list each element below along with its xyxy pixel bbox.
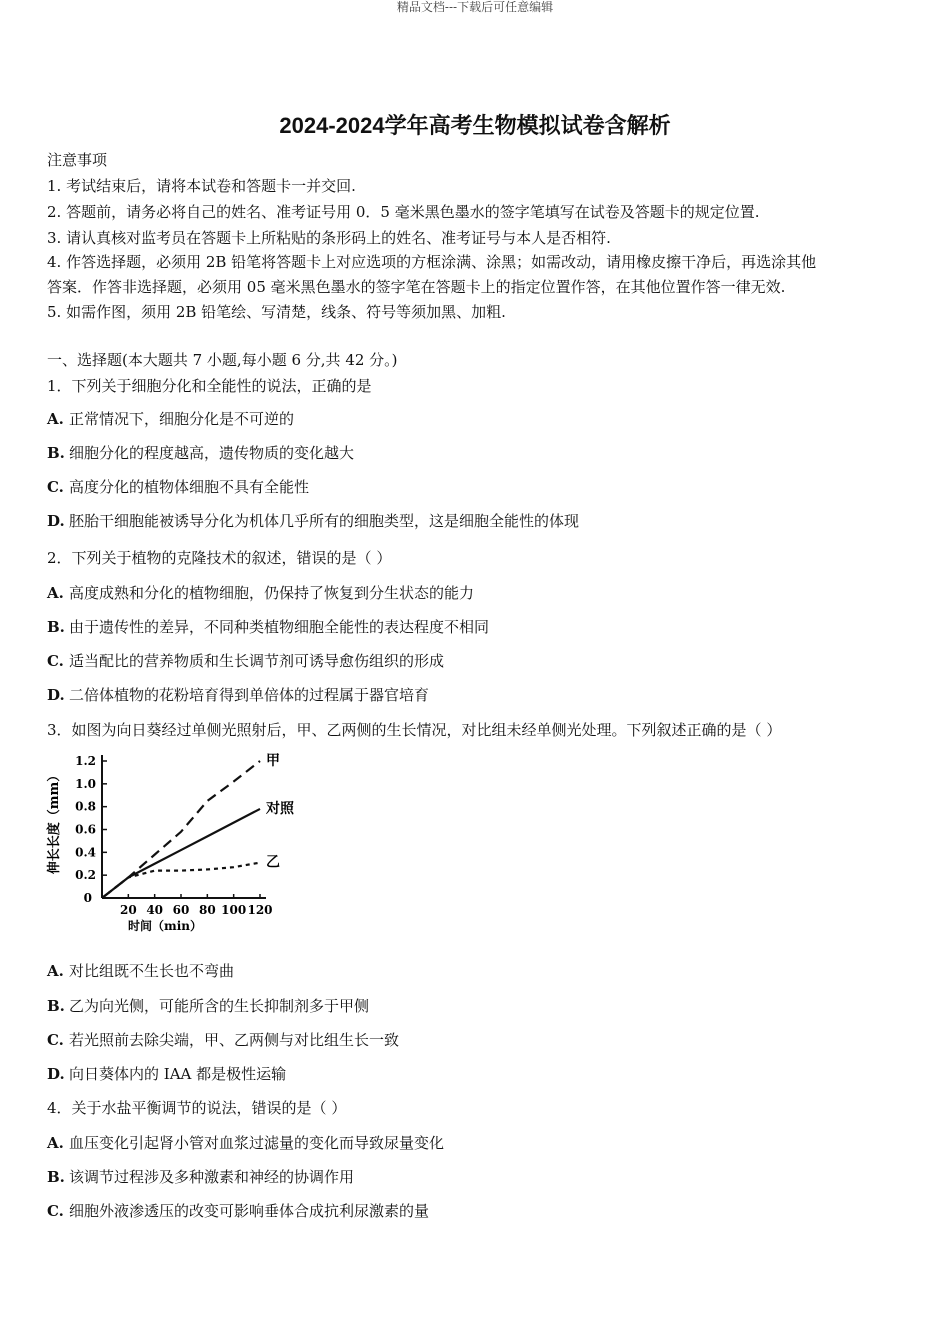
option-key: B. [47, 444, 65, 462]
option-key: D. [47, 686, 65, 704]
y-tick-label: 1.2 [75, 754, 96, 768]
option-key: A. [47, 1134, 64, 1152]
option-1-d [47, 511, 579, 531]
question-stem-1: 1．下列关于细胞分化和全能性的说法，正确的是 [47, 377, 372, 395]
option-text: 细胞外液渗透压的改变可影响垂体合成抗利尿激素的量 [69, 1202, 430, 1220]
question-stem-3: 3．如图为向日葵经过单侧光照射后，甲、乙两侧的生长情况，对比组未经单侧光处理。下列叙述正确的是（ ） [47, 721, 782, 739]
question-stem-2: 2．下列关于植物的克隆技术的叙述，错误的是（ ） [47, 549, 392, 567]
option-4-b [47, 1167, 354, 1187]
option-2-c [47, 651, 444, 671]
section-heading: 一、选择题(本大题共 7 小题,每小题 6 分,共 42 分。) [47, 351, 398, 369]
option-3-c [47, 1030, 399, 1050]
page-title: 2024-2024学年高考生物模拟试卷含解析 [279, 113, 671, 138]
option-key: C. [47, 1202, 64, 1220]
option-key: B. [47, 1168, 65, 1186]
y-tick-label: 0.8 [75, 799, 96, 814]
x-tick-label: 120 [247, 903, 273, 917]
option-text: 正常情况下，细胞分化是不可逆的 [69, 410, 295, 428]
option-text: 对比组既不生长也不弯曲 [69, 962, 235, 980]
notice-item: 4. 作答选择题，必须用 2B 铅笔将答题卡上对应选项的方框涂满、涂黑；如需改动，请用橡皮擦干净后，再选涂其他 [47, 253, 817, 271]
option-text: 细胞分化的程度越高，遗传物质的变化越大 [69, 444, 355, 462]
option-2-b [47, 617, 489, 637]
option-text: 该调节过程涉及多种激素和神经的协调作用 [69, 1168, 355, 1186]
option-key: C. [47, 478, 64, 496]
y-tick-label: 1.0 [75, 776, 96, 791]
option-1-a [47, 409, 294, 429]
option-2-a [47, 583, 474, 603]
notice-item: 3. 请认真核对监考员在答题卡上所粘贴的条形码上的姓名、准考证号与本人是否相符. [47, 229, 611, 247]
option-text: 二倍体植物的花粉培育得到单倍体的过程属于器官培育 [69, 686, 430, 704]
option-text: 胚胎干细胞能被诱导分化为机体几乎所有的细胞类型，这是细胞全能性的体现 [69, 512, 580, 530]
question-stem-4: 4．关于水盐平衡调节的说法，错误的是（ ） [47, 1099, 347, 1117]
option-key: A. [47, 584, 64, 602]
x-tick-label: 100 [221, 903, 247, 917]
option-3-d [47, 1064, 286, 1084]
y-tick-label: 0.2 [75, 868, 96, 883]
notice-heading: 注意事项 [47, 151, 108, 169]
option-key: A. [47, 962, 64, 980]
option-3-a [47, 961, 234, 981]
x-tick-label: 20 [119, 903, 137, 917]
option-text: 若光照前去除尖端，甲、乙两侧与对比组生长一致 [69, 1031, 400, 1049]
series-label: 甲 [266, 753, 280, 769]
y-tick-label: 0.4 [75, 845, 96, 860]
option-key: D. [47, 512, 65, 530]
option-key: B. [47, 618, 65, 636]
option-2-d [47, 685, 429, 705]
origin-label: 0 [83, 891, 92, 905]
option-key: D. [47, 1065, 65, 1083]
series-label: 乙 [266, 854, 280, 871]
option-text: 由于遗传性的差异，不同种类植物细胞全能性的表达程度不相同 [69, 618, 490, 636]
option-3-b [47, 996, 369, 1016]
option-text: 高度成熟和分化的植物细胞，仍保持了恢复到分生状态的能力 [69, 584, 475, 602]
series-line [102, 809, 260, 898]
y-tick-label: 0.6 [75, 822, 96, 837]
notice-section [47, 150, 907, 325]
x-tick-label: 80 [198, 903, 216, 917]
notice-item: 答案．作答非选择题，必须用 05 毫米黑色墨水的签字笔在答题卡上的指定位置作答，在其他位置作答一律无效. [47, 278, 786, 296]
option-key: B. [47, 997, 65, 1015]
notice-item: 1. 考试结束后，请将本试卷和答题卡一并交回. [47, 177, 356, 195]
option-1-c [47, 477, 309, 497]
option-text: 向日葵体内的 IAA 都是极性运输 [69, 1065, 287, 1083]
option-4-a [47, 1133, 444, 1153]
option-key: C. [47, 1031, 64, 1049]
growth-chart-svg [44, 748, 304, 938]
option-text: 适当配比的营养物质和生长调节剂可诱导愈伤组织的形成 [69, 652, 445, 670]
option-text: 高度分化的植物体细胞不具有全能性 [69, 478, 310, 496]
option-1-b [47, 443, 354, 463]
y-axis-label: 伸长长度（mm） [47, 768, 62, 875]
series-label: 对照 [266, 800, 294, 817]
x-tick-label: 40 [146, 903, 164, 917]
x-tick-label: 60 [172, 903, 190, 917]
header-note: 精品文档---下载后可任意编辑 [396, 0, 554, 14]
option-key: A. [47, 410, 64, 428]
notice-item: 2. 答题前，请务必将自己的姓名、准考证号用 0．5 毫米黑色墨水的签字笔填写在试卷及答题卡的规定位置. [47, 203, 760, 221]
series-line [102, 761, 260, 898]
option-text: 乙为向光侧，可能所含的生长抑制剂多于甲侧 [69, 997, 370, 1015]
x-axis-label: 时间（min） [128, 919, 202, 933]
option-text: 血压变化引起肾小管对血浆过滤量的变化而导致尿量变化 [69, 1134, 445, 1152]
option-4-c [47, 1201, 429, 1221]
option-key: C. [47, 652, 64, 670]
notice-item: 5. 如需作图，须用 2B 铅笔绘、写清楚，线条、符号等须加黑、加粗. [47, 303, 506, 321]
growth-chart [44, 748, 304, 938]
